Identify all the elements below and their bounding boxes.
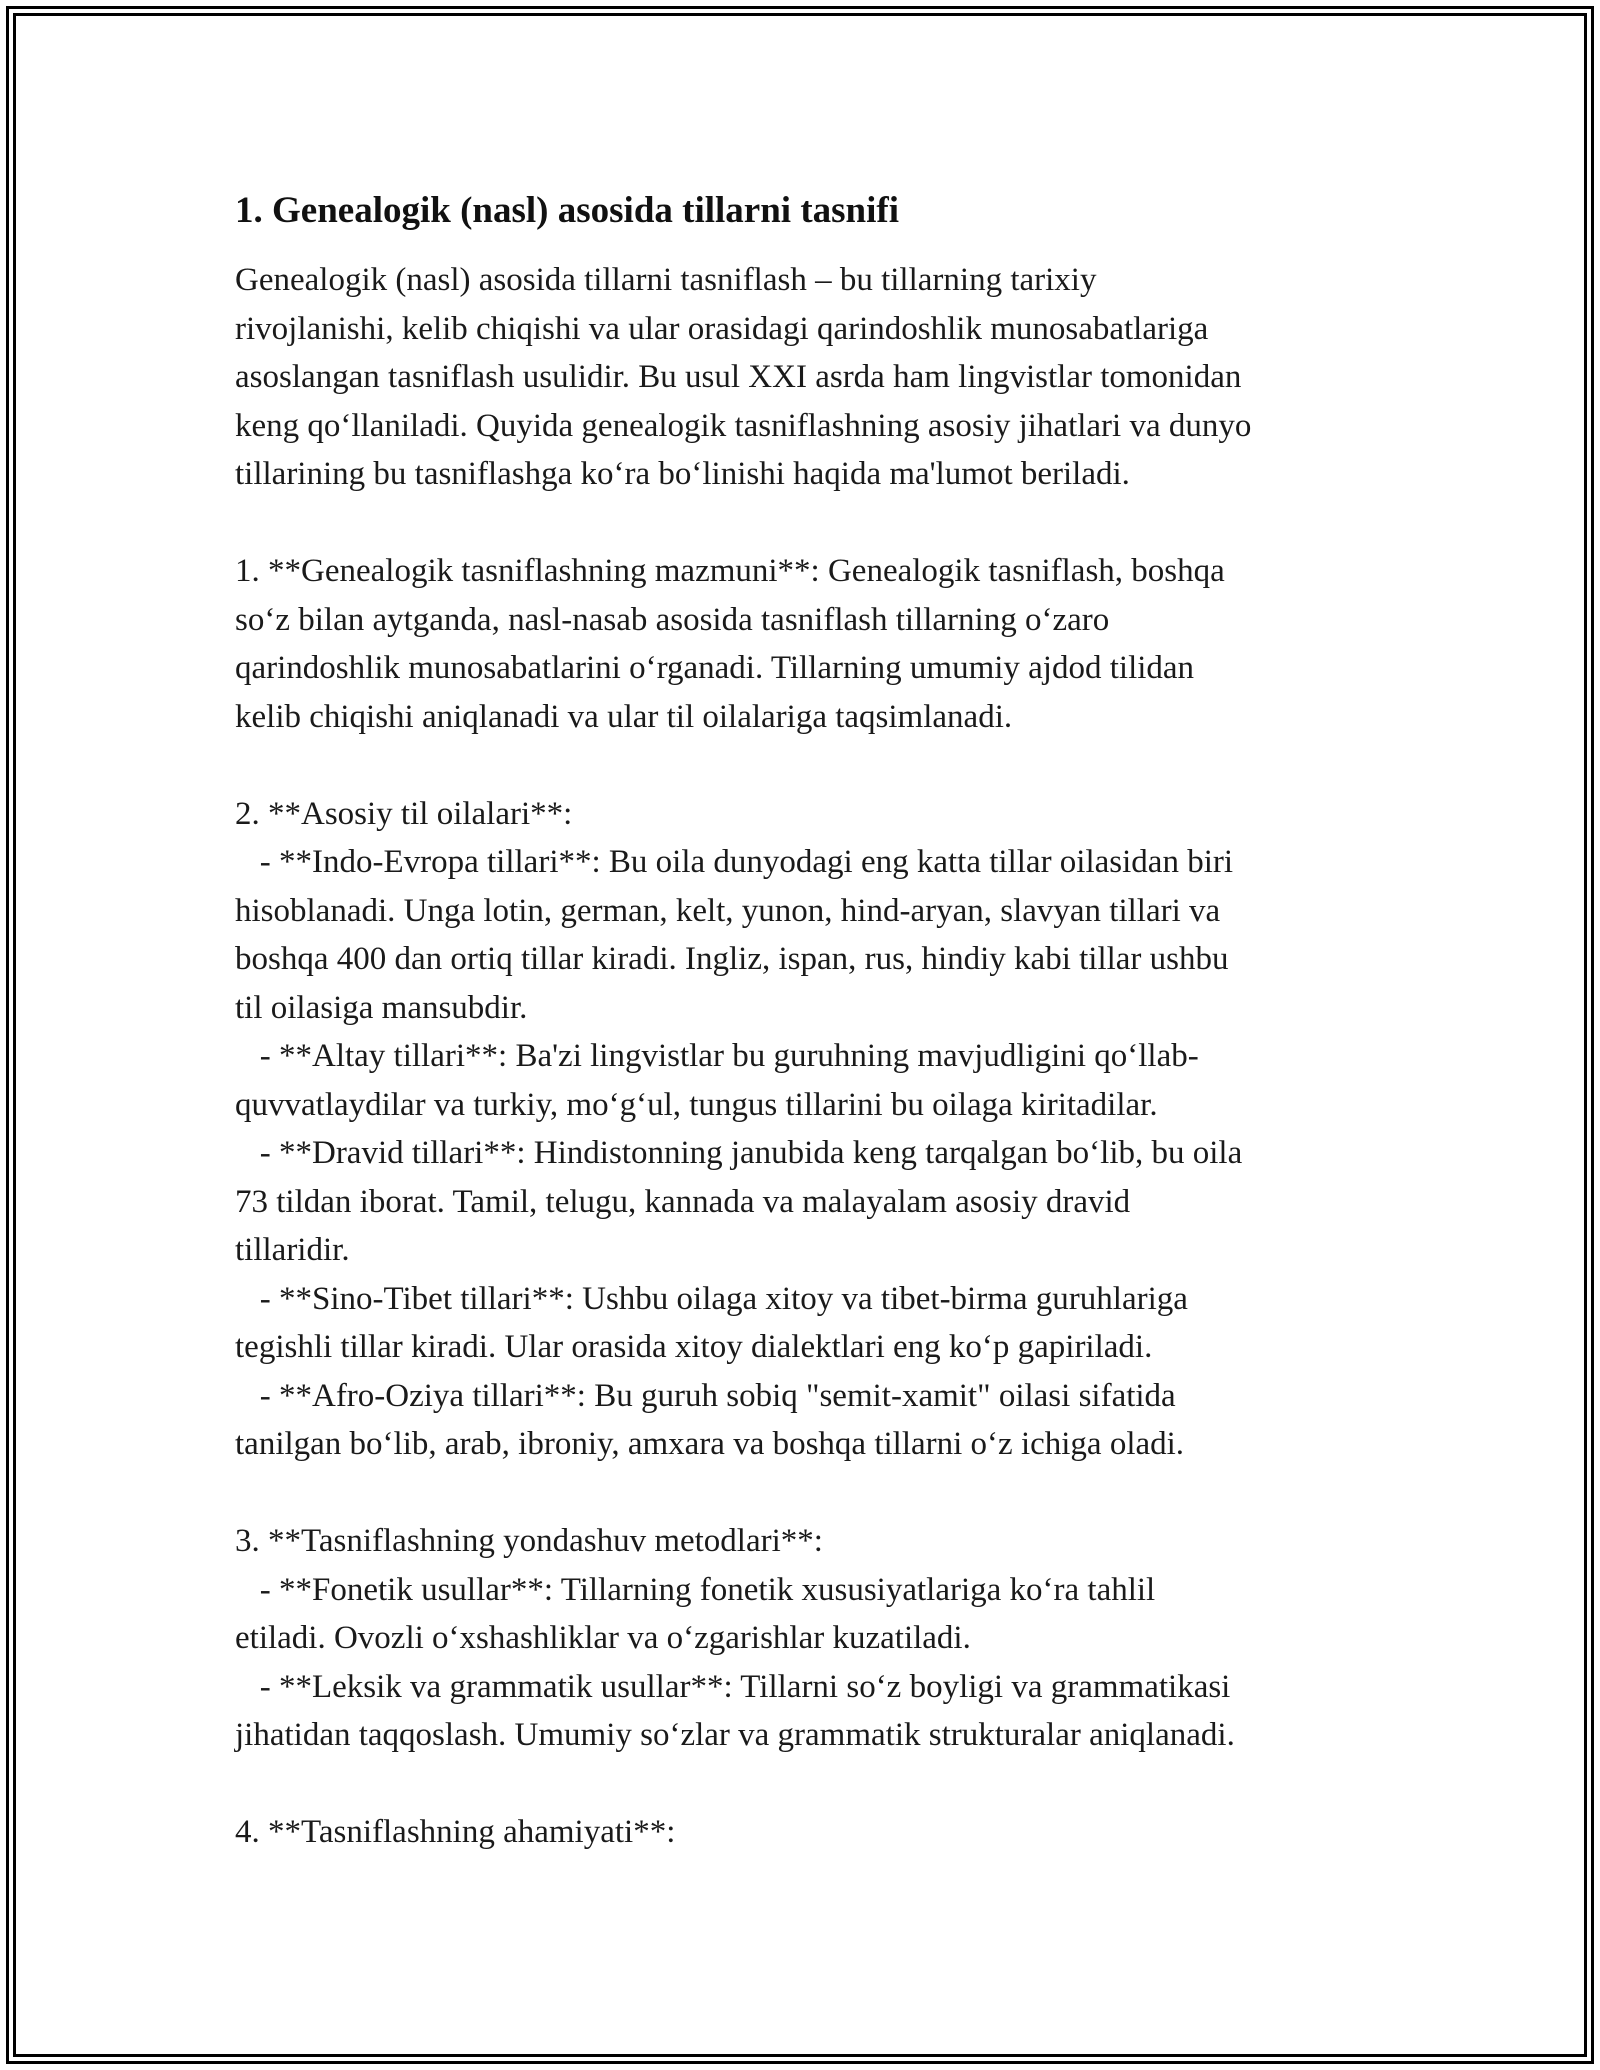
body-line: quvvatlaydilar va turkiy, mo‘g‘ul, tungus tillarini bu oilaga kiritadilar. [235, 1086, 1158, 1123]
document-body [235, 256, 1375, 1857]
body-line: - **Indo-Evropa tillari**: Bu oila dunyodagi eng katta tillar oilasidan biri [235, 844, 1234, 880]
blank-line [235, 1760, 1375, 1809]
body-line: - **Leksik va grammatik usullar**: Tillarni so‘z boyligi va grammatikasi [235, 1668, 1231, 1705]
body-line: - **Sino-Tibet tillari**: Ushbu oilaga xitoy va tibet-birma guruhlariga [235, 1280, 1188, 1317]
body-line: - **Altay tillari**: Ba'zi lingvistlar bu guruhning mavjudligini qo‘llab- [235, 1038, 1199, 1074]
body-line: hisoblanadi. Unga lotin, german, kelt, yunon, hind-aryan, slavyan tillari va [235, 892, 1221, 929]
document-heading: 1. Genealogik (nasl) asosida tillarni tasnifi [235, 190, 900, 231]
body-line: 4. **Tasniflashning ahamiyati**: [235, 1814, 676, 1850]
body-line: keng qo‘llaniladi. Quyida genealogik tasniflashning asosiy jihatlari va dunyo [235, 407, 1252, 444]
body-line: tillaridir. [235, 1232, 350, 1268]
body-line: tanilgan bo‘lib, arab, ibroniy, amxara va boshqa tillarni o‘z ichiga oladi. [235, 1426, 1185, 1462]
body-line: tillarining bu tasniflashga ko‘ra bo‘linishi haqida ma'lumot beriladi. [235, 456, 1130, 492]
body-line: - **Afro-Oziya tillari**: Bu guruh sobiq "semit-xamit" oilasi sifatida [235, 1377, 1176, 1414]
blank-line [235, 741, 1375, 790]
body-line: asoslangan tasniflash usulidir. Bu usul XXI asrda ham lingvistlar tomonidan [235, 359, 1242, 395]
body-line: 2. **Asosiy til oilalari**: [235, 795, 573, 832]
body-line: - **Dravid tillari**: Hindistonning janubida keng tarqalgan bo‘lib, bu oila [235, 1135, 1243, 1171]
body-line: Genealogik (nasl) asosida tillarni tasniflash – bu tillarning tarixiy [235, 262, 1097, 298]
body-line: kelib chiqishi aniqlanadi va ular til oilalariga taqsimlanadi. [235, 698, 1013, 735]
body-line: etiladi. Ovozli o‘xshashliklar va o‘zgarishlar kuzatiladi. [235, 1620, 971, 1656]
body-line: til oilasiga mansubdir. [235, 989, 528, 1026]
body-line: rivojlanishi, kelib chiqishi va ular orasidagi qarindoshlik munosabatlariga [235, 310, 1209, 347]
body-line: jihatidan taqqoslash. Umumiy so‘zlar va grammatik strukturalar aniqlanadi. [235, 1717, 1235, 1753]
blank-line [235, 499, 1375, 548]
body-line: boshqa 400 dan ortiq tillar kiradi. Ingliz, ispan, rus, hindiy kabi tillar ushbu [235, 941, 1229, 977]
body-line: - **Fonetik usullar**: Tillarning fonetik xususiyatlariga ko‘ra tahlil [235, 1571, 1156, 1608]
body-line: so‘z bilan aytganda, nasl-nasab asosida tasniflash tillarning o‘zaro [235, 601, 1110, 638]
blank-line [235, 1469, 1375, 1518]
body-line: qarindoshlik munosabatlarini o‘rganadi. Tillarning umumiy ajdod tilidan [235, 650, 1195, 686]
document-page [235, 187, 1375, 1857]
body-line: tegishli tillar kiradi. Ular orasida xitoy dialektlari eng ko‘p gapiriladi. [235, 1329, 1153, 1365]
body-line: 1. **Genealogik tasniflashning mazmuni**: Genealogik tasniflash, boshqa [235, 553, 1225, 589]
body-line: 73 tildan iborat. Tamil, telugu, kannada va malayalam asosiy dravid [235, 1183, 1131, 1220]
body-line: 3. **Tasniflashning yondashuv metodlari**: [235, 1523, 823, 1559]
